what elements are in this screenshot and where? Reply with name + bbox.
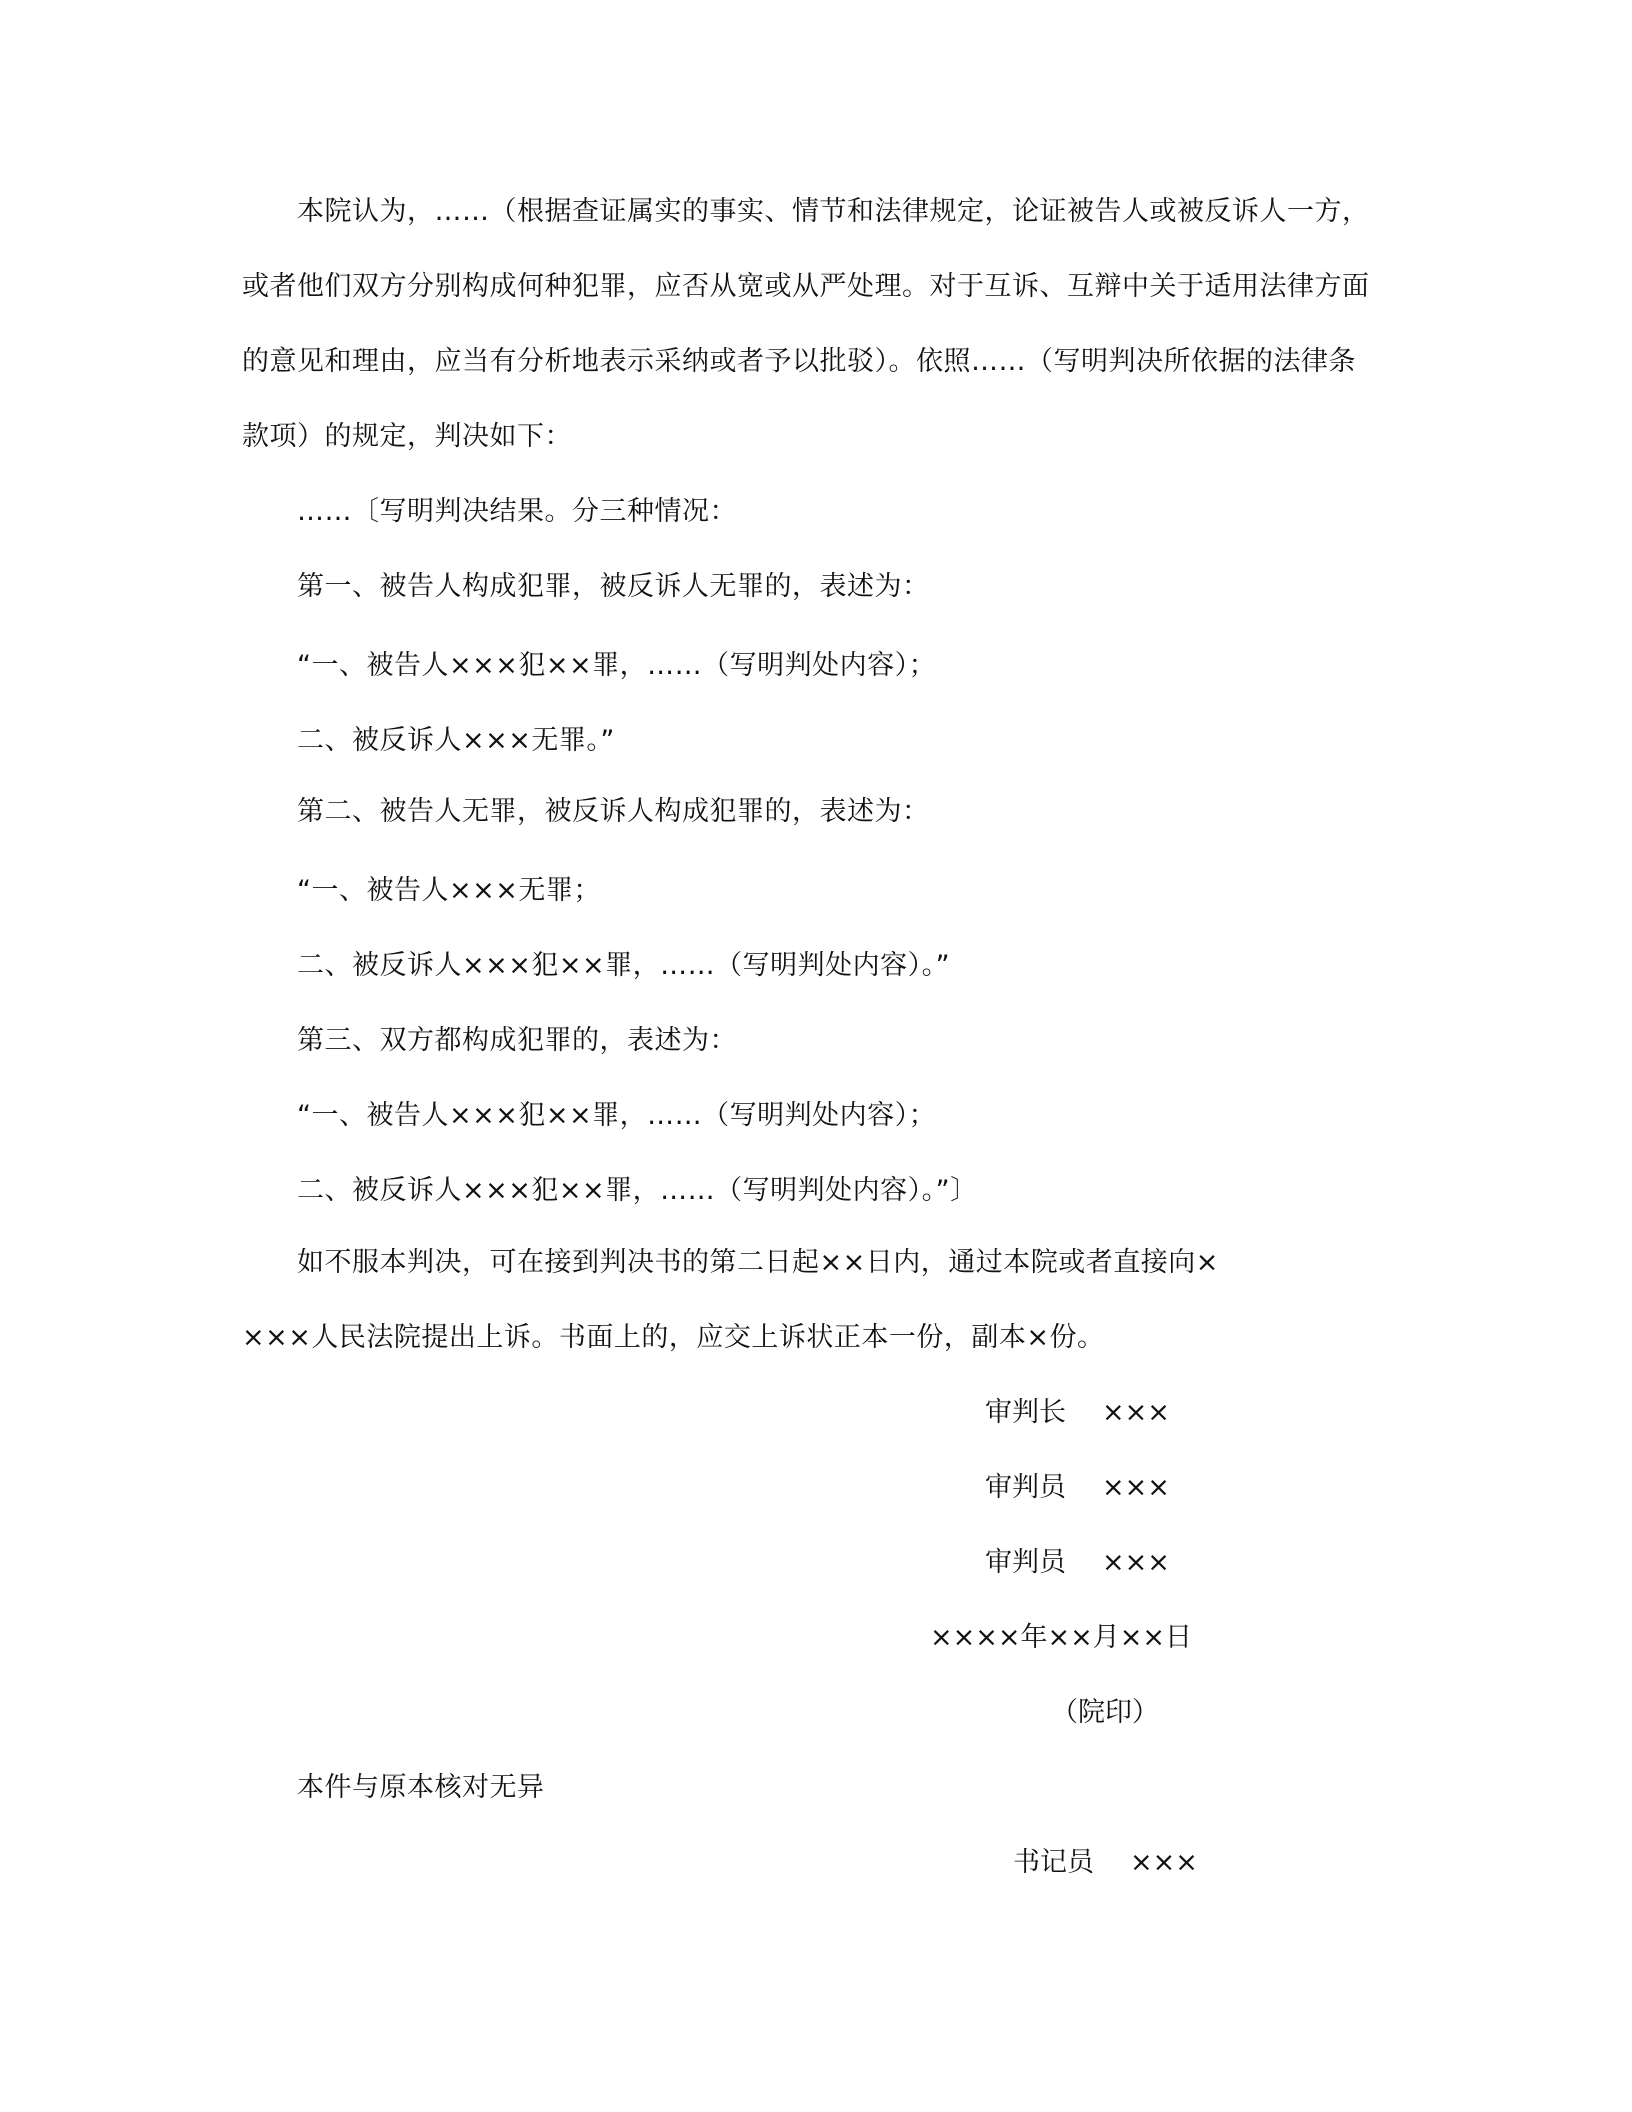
signature-clerk: [1013, 1845, 1198, 1881]
paragraph-appeal-notice-line-1: 如不服本判决，可在接到判决书的第二日起××日内，通过本院或者直接向×: [297, 1247, 1219, 1278]
paragraph-judgment-intro: ……〔写明判决结果。分三种情况：: [297, 496, 737, 527]
judgment-date: ××××年××月××日: [930, 1622, 1192, 1653]
paragraph-case-two-heading: 第二、被告人无罪，被反诉人构成犯罪的，表述为：: [297, 796, 930, 827]
paragraph-case-one-heading: 第一、被告人构成犯罪，被反诉人无罪的，表述为：: [297, 571, 930, 602]
paragraph-court-opinion-line-1: 本院认为，……（根据查证属实的事实、情节和法律规定，论证被告人或被反诉人一方，: [297, 196, 1370, 227]
signature-role: 书记员: [1013, 1847, 1094, 1878]
signature-role: 审判员: [985, 1547, 1066, 1578]
signature-name: ×××: [1102, 1472, 1170, 1503]
signature-name: ×××: [1130, 1847, 1198, 1878]
paragraph-case-three-item-1: “一、被告人×××犯××罪，……（写明判处内容）；: [297, 1100, 937, 1131]
paragraph-case-two-item-1: “一、被告人×××无罪；: [297, 875, 601, 906]
signature-role: 审判员: [985, 1472, 1066, 1503]
signature-judge-2: [985, 1545, 1170, 1581]
signature-presiding-judge: [985, 1395, 1170, 1431]
paragraph-case-one-item-1: “一、被告人×××犯××罪，……（写明判处内容）；: [297, 650, 937, 681]
court-seal-note: （院印）: [1051, 1697, 1159, 1728]
paragraph-case-three-item-2: 二、被反诉人×××犯××罪，……（写明判处内容）。”〕: [297, 1175, 978, 1206]
signature-judge-1: [985, 1470, 1170, 1506]
verification-statement: 本件与原本核对无异: [297, 1772, 545, 1803]
paragraph-appeal-notice-line-2: ×××人民法院提出上诉。书面上的，应交上诉状正本一份，副本×份。: [242, 1322, 1105, 1353]
paragraph-court-opinion-line-4: 款项）的规定，判决如下：: [242, 421, 572, 452]
signature-name: ×××: [1102, 1397, 1170, 1428]
paragraph-case-one-item-2: 二、被反诉人×××无罪。”: [297, 725, 615, 756]
paragraph-court-opinion-line-3: 的意见和理由，应当有分析地表示采纳或者予以批驳）。依照……（写明判决所依据的法律条: [242, 346, 1356, 377]
paragraph-case-three-heading: 第三、双方都构成犯罪的，表述为：: [297, 1025, 737, 1056]
paragraph-court-opinion-line-2: 或者他们双方分别构成何种犯罪，应否从宽或从严处理。对于互诉、互辩中关于适用法律方面: [242, 271, 1370, 302]
signature-name: ×××: [1102, 1547, 1170, 1578]
signature-role: 审判长: [985, 1397, 1066, 1428]
paragraph-case-two-item-2: 二、被反诉人×××犯××罪，……（写明判处内容）。”: [297, 950, 951, 981]
